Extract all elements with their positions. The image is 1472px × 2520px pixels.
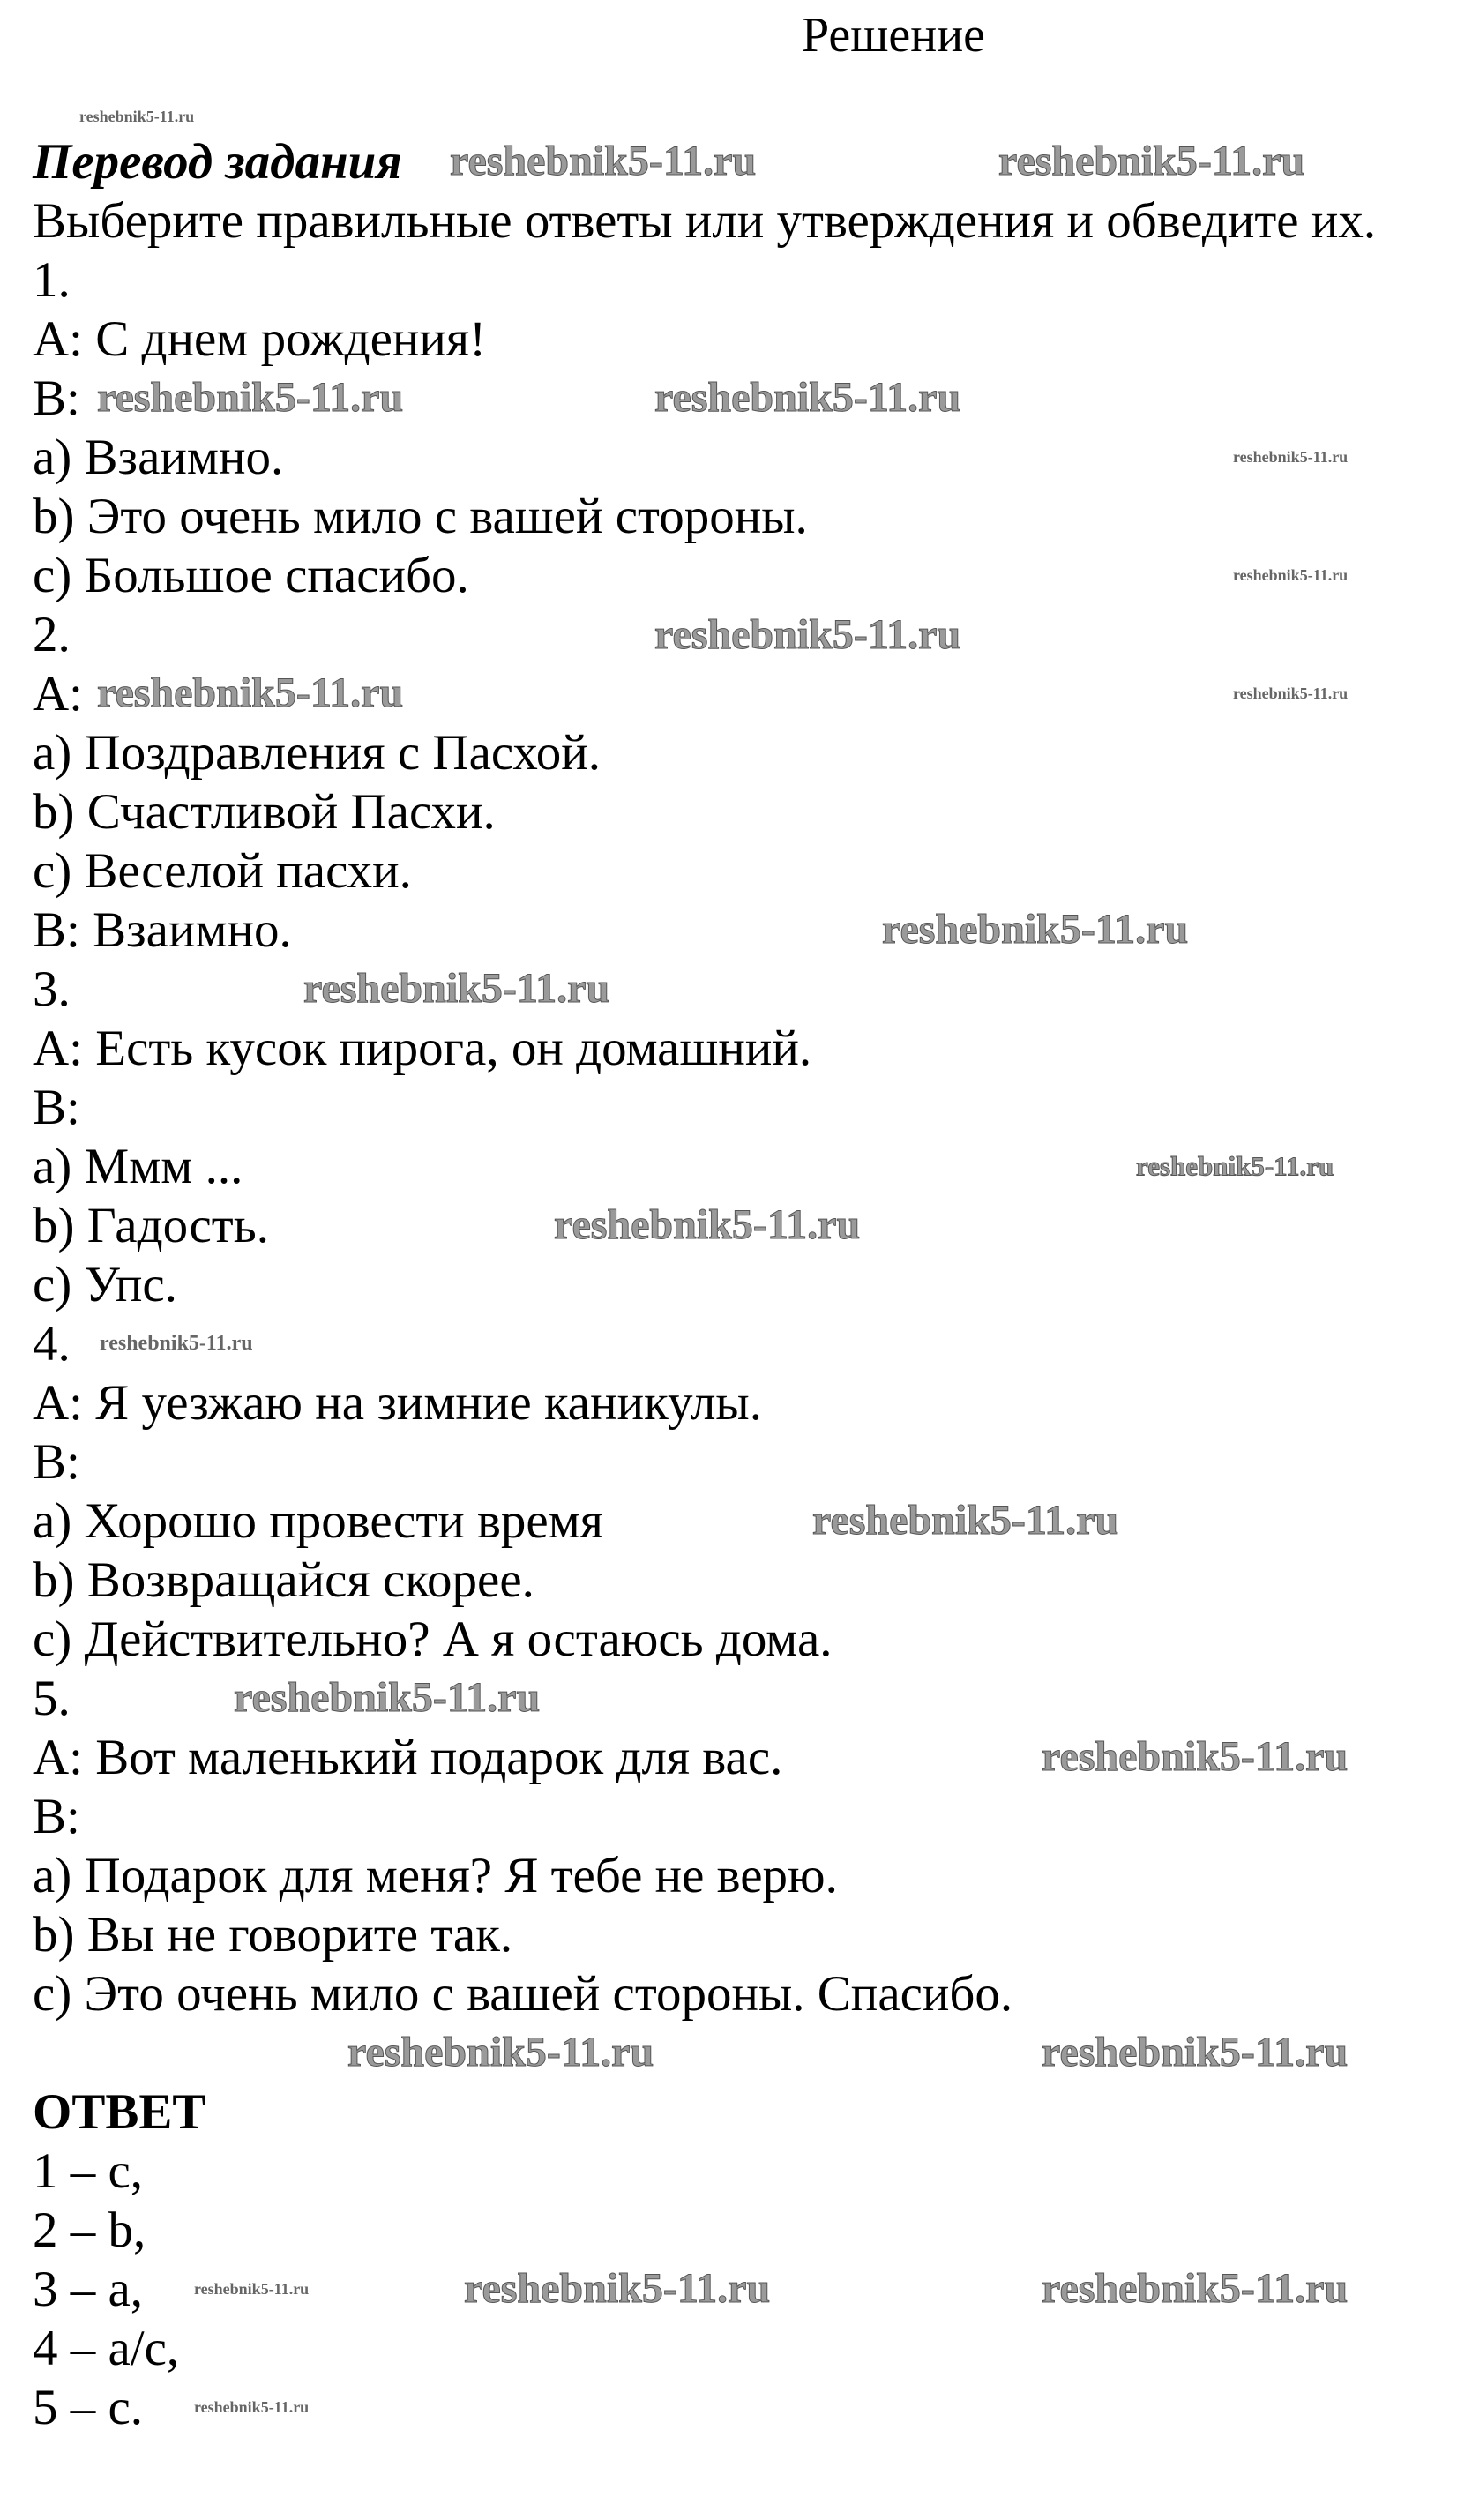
dialogue-line: a) Хорошо провести время [33, 1493, 604, 1549]
dialogue-line: B: [33, 370, 80, 426]
watermark: reshebnik5-11.ru [234, 1674, 541, 1721]
dialogue-line: B: [33, 1434, 80, 1490]
watermark: reshebnik5-11.ru [1042, 2265, 1349, 2312]
answer-item: 4 – a/c, [33, 2321, 180, 2376]
dialogue-line: b) Это очень мило с вашей стороны. [33, 489, 808, 544]
dialogue-line: B: Взаимно. [33, 902, 292, 958]
section-heading: Перевод задания [33, 134, 402, 190]
watermark: reshebnik5-11.ru [1233, 684, 1349, 702]
dialogue-line: c) Это очень мило с вашей стороны. Спасибо. [33, 1966, 1013, 2022]
dialogue-line: A: Я уезжаю на зимние каникулы. [33, 1375, 762, 1431]
dialogue-line: A: С днем рождения! [33, 311, 487, 367]
dialogue-line: b) Возвращайся скорее. [33, 1552, 534, 1608]
task-number: 5. [33, 1671, 71, 1726]
answer-item: 1 – c, [33, 2143, 144, 2199]
answer-heading: ОТВЕТ [33, 2084, 206, 2140]
task-number: 1. [33, 252, 71, 308]
task-number: 4. [33, 1316, 71, 1372]
instruction: Выберите правильные ответы или утверждения и обведите их. [33, 193, 1377, 249]
dialogue-line: a) Подарок для меня? Я тебе не верю. [33, 1848, 838, 1903]
watermark: reshebnik5-11.ru [1042, 1733, 1349, 1780]
watermark: reshebnik5-11.ru [450, 138, 757, 184]
dialogue-line: b) Счастливой Пасхи. [33, 784, 496, 840]
watermark: reshebnik5-11.ru [812, 1497, 1119, 1544]
watermark: reshebnik5-11.ru [1233, 448, 1349, 466]
watermark: reshebnik5-11.ru [654, 611, 961, 658]
watermark: reshebnik5-11.ru [194, 2280, 310, 2298]
watermark: reshebnik5-11.ru [100, 1332, 253, 1355]
task-number: 3. [33, 961, 71, 1017]
dialogue-line: a) Ммм ... [33, 1139, 243, 1194]
watermark: reshebnik5-11.ru [303, 965, 610, 1012]
dialogue-line: A: [33, 666, 83, 722]
dialogue-line: b) Вы не говорите так. [33, 1907, 513, 1963]
dialogue-line: c) Упс. [33, 1257, 177, 1312]
dialogue-line: b) Гадость. [33, 1198, 269, 1253]
watermark: reshebnik5-11.ru [1042, 2029, 1349, 2075]
watermark: reshebnik5-11.ru [1233, 566, 1349, 584]
watermark: reshebnik5-11.ru [554, 1201, 861, 1248]
dialogue-line: c) Действительно? А я остаюсь дома. [33, 1611, 833, 1667]
answer-item: 3 – a, [33, 2262, 144, 2317]
dialogue-line: c) Большое спасибо. [33, 548, 469, 603]
watermark: reshebnik5-11.ru [79, 108, 195, 125]
dialogue-line: a) Взаимно. [33, 430, 284, 485]
task-number: 2. [33, 607, 71, 662]
dialogue-line: a) Поздравления с Пасхой. [33, 725, 602, 781]
watermark: reshebnik5-11.ru [464, 2265, 771, 2312]
watermark: reshebnik5-11.ru [97, 374, 404, 421]
dialogue-line: c) Веселой пасхи. [33, 843, 412, 899]
answer-item: 2 – b, [33, 2202, 146, 2258]
watermark: reshebnik5-11.ru [654, 374, 961, 421]
answer-item: 5 – c. [33, 2380, 144, 2435]
page-title: Решение [801, 8, 986, 63]
watermark: reshebnik5-11.ru [194, 2398, 310, 2416]
document-body [33, 132, 1376, 2437]
dialogue-line: A: Вот маленький подарок для вас. [33, 1730, 783, 1785]
dialogue-line: B: [33, 1080, 80, 1135]
dialogue-line: A: Есть кусок пирога, он домашний. [33, 1021, 812, 1076]
dialogue-line: B: [33, 1789, 80, 1844]
watermark: reshebnik5-11.ru [882, 906, 1189, 953]
watermark: reshebnik5-11.ru [998, 138, 1305, 184]
watermark: reshebnik5-11.ru [97, 669, 404, 716]
watermark: reshebnik5-11.ru [1136, 1150, 1334, 1182]
watermark: reshebnik5-11.ru [347, 2029, 654, 2075]
